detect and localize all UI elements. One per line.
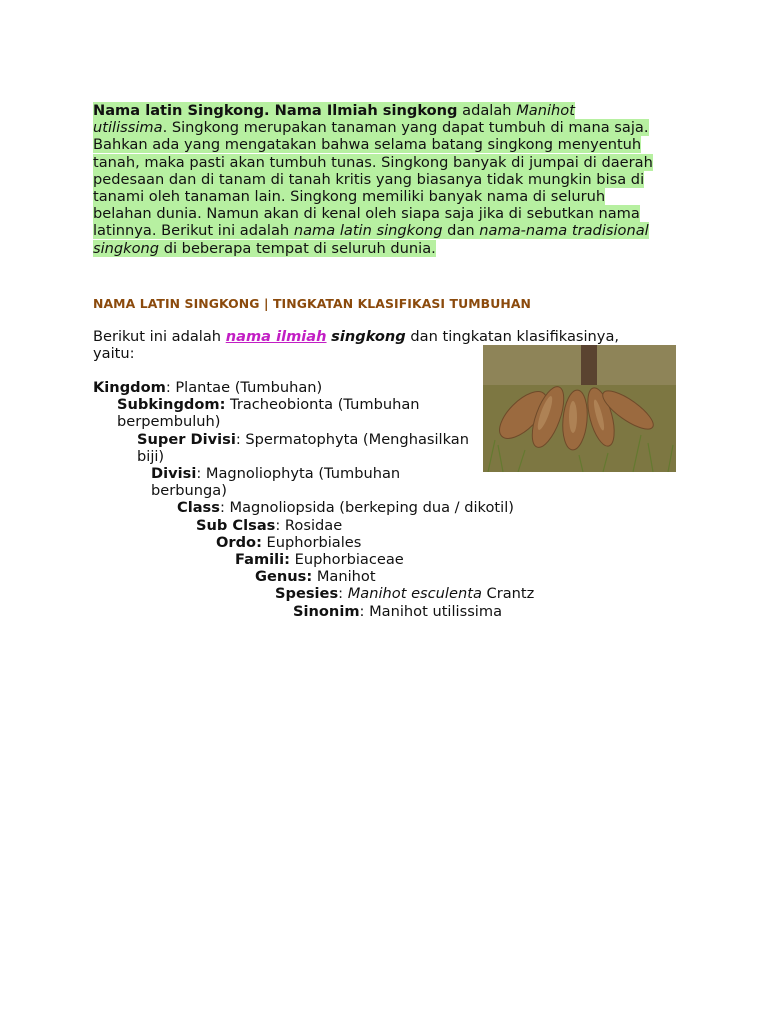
classification-row [93,517,473,534]
rank-value: : Spermatophyta (Menghasilkan biji) [137,430,469,465]
cassava-roots-illustration [483,345,676,472]
rank-value: Euphorbiales [261,533,362,551]
intro-title: Nama latin Singkong. Nama Ilmiah singkong [93,102,458,119]
rank-label: Kingdom [93,379,166,396]
rank-value: Manihot [312,568,376,586]
rank-value: : Magnoliophyta (Tumbuhan berbunga) [151,465,401,500]
classification-row [93,551,473,568]
classification-row [93,465,473,499]
classification-row [93,431,473,465]
intro-paragraph [93,102,653,257]
intro-text: di beberapa tempat di seluruh dunia. [159,239,436,257]
classification-row [93,568,473,585]
rank-label: Spesies [275,585,339,603]
rank-value: : [338,585,348,603]
intro-traditional-names: nama-nama tradisional singkong [93,222,649,257]
rank-label: Famili: [235,551,291,569]
classification-row [93,499,637,516]
species-name: Manihot esculenta [347,585,482,603]
rank-label: Ordo: [216,533,262,551]
rank-value: : Magnoliopsida (berkeping dua / dikotil) [219,499,514,517]
classification-list [93,379,535,620]
intro-text: . Singkong merupakan tanaman yang dapat tumbuh di mana saja. Bahkan ada yang mengatakan bahwa selama batang singkong menyentuh tanah, maka pasti akan tumbuh tunas. Singkong banyak di jumpai di daerah pedesaan dan di tanam di tanah kritis yang biasanya tidak mungkin bisa di tanami oleh tanaman lain. Singkong memiliki banyak nama di seluruh belahan dunia. Namun akan di kenal oleh siapa saja jika di sebutkan nama latinnya. Berikut ini adalah [93,119,653,240]
rank-label: Genus: [255,568,313,586]
rank-label: Divisi [151,465,197,483]
classification-row [93,603,753,620]
lead-singkong: singkong [331,328,406,345]
classification-row [93,585,735,602]
rank-value: Crantz [481,585,535,603]
cassava-roots-photo [483,345,676,472]
section-heading: NAMA LATIN SINGKONG | TINGKATAN KLASIFIKASI TUMBUHAN [93,296,532,311]
classification-row [93,534,473,551]
intro-latin-name: nama latin singkong [293,222,443,240]
intro-text: adalah [457,102,517,119]
intro-text: dan [442,222,480,240]
classification-row [93,396,473,430]
rank-value: : Manihot utilissima [359,602,503,620]
rank-label: Sinonim [293,602,360,620]
lead-text: Berikut ini adalah [93,328,226,345]
rank-value: Tracheobionta (Tumbuhan berpembuluh) [117,396,420,431]
nama-ilmiah-link[interactable]: nama ilmiah [225,328,327,345]
rank-value: Euphorbiaceae [290,551,404,569]
rank-value: : Rosidae [275,516,343,534]
rank-label: Subkingdom: [117,396,226,414]
rank-label: Sub Clsas [196,516,276,534]
intro-species: Manihot utilissima [93,102,575,137]
rank-value: : Plantae (Tumbuhan) [165,379,323,396]
rank-label: Class [177,499,220,517]
classification-row [93,379,473,396]
intro-highlight [93,102,653,257]
lead-text: dan tingkatan klasifikasinya, yaitu: [93,328,620,363]
rank-label: Super Divisi [137,430,236,448]
